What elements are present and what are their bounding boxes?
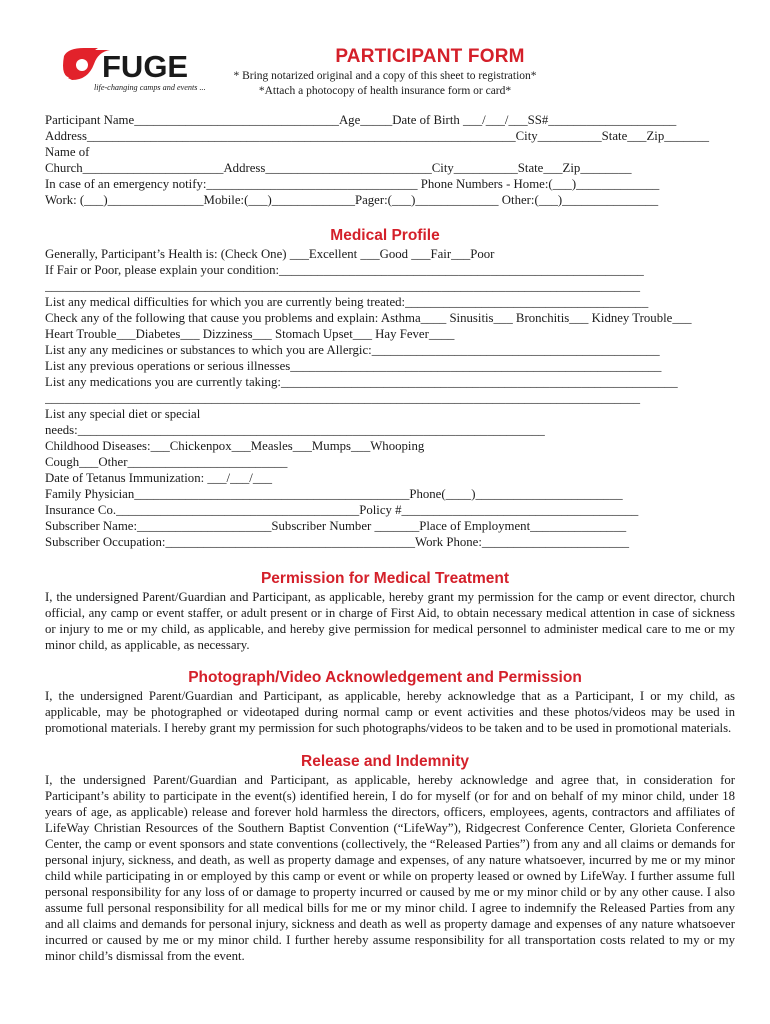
childhood-diseases-line[interactable]: Childhood Diseases:___Chickenpox___Measles___Mumps___Whooping xyxy=(45,439,425,453)
photo-video-text: I, the undersigned Parent/Guardian and Participant, as applicable, hereby acknowledge that as a Participant, I or my child, as applicable, may be photographed or videotaped during normal camp or event activities and these photos/videos may be used in promotional materials. I hereby grant my permission for such photographs/videos to be taken and to be used in promotional materials. xyxy=(45,689,735,735)
medical-profile-heading: Medical Profile xyxy=(330,227,440,244)
tetanus-date-line[interactable]: Date of Tetanus Immunization: ___/___/___ xyxy=(45,471,273,485)
allergies-line[interactable]: List any any medicines or substances to which you are Allergic:_____________________________________________ xyxy=(45,343,660,357)
medical-difficulties-line[interactable]: List any medical difficulties for which you are currently being treated:______________________________________ xyxy=(45,295,649,309)
medications-line[interactable]: List any medications you are currently taking:______________________________________________________________ xyxy=(45,375,678,389)
photo-video-heading: Photograph/Video Acknowledgement and Permission xyxy=(188,669,582,686)
emergency-contact-line[interactable]: In case of an emergency notify:_________________________________ Phone Numbers - Home:(___)_____________ xyxy=(45,177,660,191)
childhood-diseases-other-line[interactable]: Cough___Other_________________________ xyxy=(45,455,288,469)
participant-name-line[interactable]: Participant Name________________________________Age_____Date of Birth ___/___/___SS#____________________ xyxy=(45,113,677,127)
church-line[interactable]: Church______________________Address__________________________City__________State___Zip________ xyxy=(45,161,632,175)
release-indemnity-text: I, the undersigned Parent/Guardian and Participant, as applicable, hereby acknowledge and agree that, in consideration for Participant’s ability to participate in the event(s) identified herein, I do for myself (or for and on behalf of my minor child, under 18 years of age, as applicable) release and forever hold harmless the directors, officers, employees, agents, contractors and affiliates of LifeWay Christian Resources of the Southern Baptist Convention (“LifeWay”), Ridgecrest Conference Center, Glorieta Conference Center, the camp or event sponsors and state conventions (collectively, the “Released Parties”) from any and all claims or demands for personal injury, sickness, and death, as well as property damage and expenses, of any nature whatsoever, incurred by me or my minor child while participating in or employed by this camp or event or while on property leased or owned by LifeWay. I further assume full personal responsibility for any loss of or damage to property incurred or caused by me or my minor child or by any other cause. I also assume full personal responsibility for all medical bills for me or my minor child. I agree to indemnify the Released Parties from any and all claims and demands for personal injury, sickness and death as well as property damage and expenses of any nature whatsoever incurred or caused by me or my minor child. I further hereby assume responsibility for all transportation costs related to my or my minor child’s dismissal from the event. xyxy=(45,773,735,963)
conditions-check-line-2[interactable]: Heart Trouble___Diabetes___ Dizziness___ Stomach Upset___ Hay Fever____ xyxy=(45,327,455,341)
permission-heading: Permission for Medical Treatment xyxy=(260,570,510,587)
medical-profile-fields xyxy=(45,246,735,550)
name-of-label: Name of xyxy=(45,145,90,159)
conditions-check-line-1[interactable]: Check any of the following that cause you problems and explain: Asthma____ Sinusitis___ Bronchitis___ Kidney Trouble___ xyxy=(45,311,692,325)
phone-numbers-line[interactable]: Work: (___)_______________Mobile:(___)_____________Pager:(___)_____________ Other:(___)_______________ xyxy=(45,193,659,207)
special-needs-line[interactable]: needs:_________________________________________________________________________ xyxy=(45,423,545,437)
operations-line[interactable]: List any previous operations or serious illnesses__________________________________________________________ xyxy=(45,359,662,373)
address-line[interactable]: Address___________________________________________________________________City__________State___Zip_______ xyxy=(45,129,710,143)
release-indemnity-heading: Release and Indemnity xyxy=(301,753,469,770)
medications-continued-line[interactable]: _____________________________________________________________________________________________ xyxy=(45,391,641,405)
logo-tagline: life-changing camps and events ... xyxy=(94,83,206,92)
subscriber-occupation-line[interactable]: Subscriber Occupation:_______________________________________Work Phone:_______________________ xyxy=(45,535,630,549)
subscriber-name-line[interactable]: Subscriber Name:_____________________Subscriber Number _______Place of Employment_______________ xyxy=(45,519,627,533)
condition-continued-line[interactable]: _____________________________________________________________________________________________ xyxy=(45,279,641,293)
form-title: PARTICIPANT FORM xyxy=(335,46,525,67)
permission-text: I, the undersigned Parent/Guardian and Participant, as applicable, hereby grant my permission for the camp or event director, church official, any camp or event staffer, or adult present or in charge of First Aid, to obtain necessary medical attention in case of sickness or injury to me or my child, as applicable, and hereby give permission for medical personnel to administer medical care to me or my minor child, as applicable, as necessary. xyxy=(45,590,735,652)
insurance-line[interactable]: Insurance Co.______________________________________Policy #_____________________________________ xyxy=(45,503,639,517)
health-check-line[interactable]: Generally, Participant’s Health is: (Check One) ___Excellent ___Good ___Fair___Poor xyxy=(45,247,495,261)
notarized-note: * Bring notarized original and a copy of this sheet to registration* xyxy=(233,70,537,82)
family-physician-line[interactable]: Family Physician___________________________________________Phone(____)_______________________ xyxy=(45,487,623,501)
participant-fields xyxy=(45,112,735,208)
insurance-note: *Attach a photocopy of health insurance form or card* xyxy=(258,85,512,97)
logo-text: FUGE xyxy=(102,49,189,84)
special-diet-label: List any special diet or special xyxy=(45,407,201,421)
condition-explain-line[interactable]: If Fair or Poor, please explain your condition:_________________________________________________________ xyxy=(45,263,644,277)
